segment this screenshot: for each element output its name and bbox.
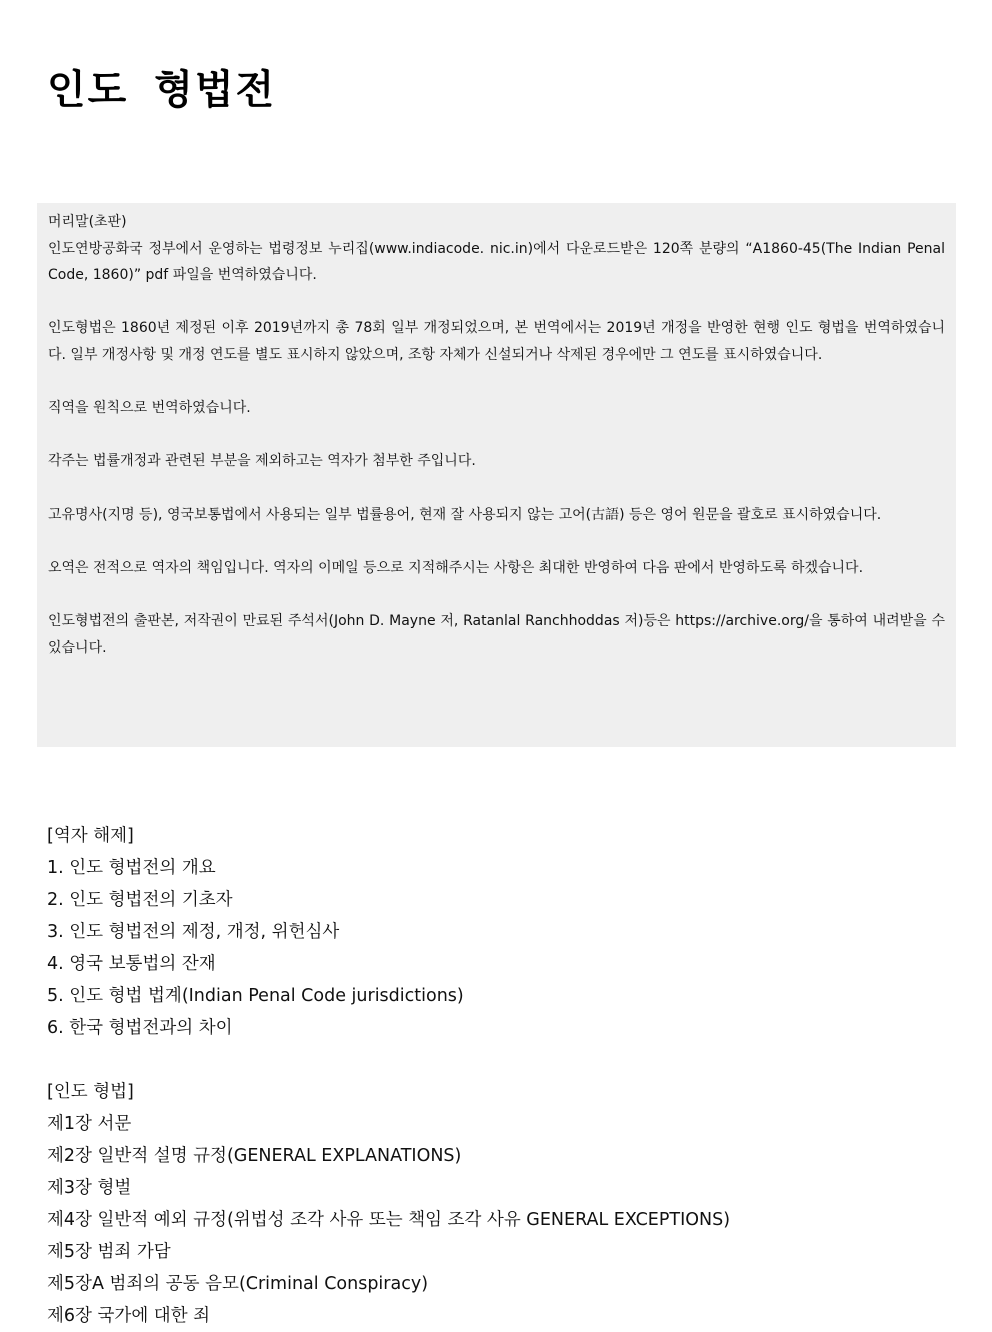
preface-paragraph: 직역을 원칙으로 번역하였습니다. — [48, 400, 251, 417]
preface-box — [37, 203, 956, 747]
toc-section-heading-penal-code: [인도 형법] — [47, 1082, 134, 1102]
toc-item[interactable]: 3. 인도 형법전의 제정, 개정, 위헌심사 — [47, 922, 340, 942]
toc-chapter[interactable]: 제1장 서문 — [47, 1114, 132, 1134]
preface-paragraph: 각주는 법률개정과 관련된 부분을 제외하고는 역자가 첨부한 주입니다. — [48, 453, 476, 470]
toc-spacer — [47, 1044, 947, 1076]
document-title: 인도 형법전 — [47, 67, 277, 113]
toc-chapter[interactable]: 제6장 국가에 대한 죄 — [47, 1306, 211, 1326]
table-of-contents — [47, 820, 947, 1332]
toc-item[interactable]: 2. 인도 형법전의 기초자 — [47, 890, 233, 910]
preface-paragraph: 오역은 전적으로 역자의 책임입니다. 역자의 이메일 등으로 지적해주시는 사항은 최대한 반영하여 다음 판에서 반영하도록 하겠습니다. — [48, 559, 864, 576]
preface-paragraph: 인도형법은 1860년 제정된 이후 2019년까지 총 78회 일부 개정되었으며, 본 번역에서는 2019년 개정을 반영한 현행 인도 형법을 번역하였습니다. 일부 개정사항 및 개정 연도를 별도 표시하지 않았으며, 조항 자체가 신설되거나 삭제된 경우에만 그 연도를 표시하였습니다. — [48, 320, 945, 363]
preface-heading: 머리말(초판) — [48, 214, 127, 230]
toc-item[interactable]: 4. 영국 보통법의 잔재 — [47, 954, 216, 974]
toc-item[interactable]: 1. 인도 형법전의 개요 — [47, 858, 216, 878]
preface-paragraph: 인도연방공화국 정부에서 운영하는 법령정보 누리집(www.indiacode. nic.in)에서 다운로드받은 120쪽 분량의 “A1860-45(The Indian Penal Code, 1860)” pdf 파일을 번역하였습니다. — [48, 240, 945, 284]
preface-paragraph: 고유명사(지명 등), 영국보통법에서 사용되는 일부 법률용어, 현재 잘 사용되지 않는 고어(古語) 등은 영어 원문을 괄호로 표시하였습니다. — [48, 506, 882, 523]
preface-paragraph: 인도형법전의 출판본, 저작권이 만료된 주석서(John D. Mayne 저, Ratanlal Ranchhoddas 저)등은 https://archive.org/을 통하여 내려받을 수 있습니다. — [48, 612, 945, 656]
toc-chapter[interactable]: 제5장A 범죄의 공동 음모(Criminal Conspiracy) — [47, 1274, 429, 1294]
toc-chapter[interactable]: 제5장 범죄 가담 — [47, 1242, 171, 1262]
toc-chapter[interactable]: 제2장 일반적 설명 규정(GENERAL EXPLANATIONS) — [47, 1146, 462, 1166]
toc-chapter[interactable]: 제3장 형벌 — [47, 1178, 132, 1198]
toc-item[interactable]: 6. 한국 형법전과의 차이 — [47, 1018, 233, 1038]
toc-item[interactable]: 5. 인도 형법 법계(Indian Penal Code jurisdictions) — [47, 986, 464, 1006]
toc-section-heading-translator-notes: [역자 해제] — [47, 826, 134, 846]
toc-chapter[interactable]: 제4장 일반적 예외 규정(위법성 조각 사유 또는 책임 조각 사유 GENERAL EXCEPTIONS) — [47, 1210, 731, 1230]
